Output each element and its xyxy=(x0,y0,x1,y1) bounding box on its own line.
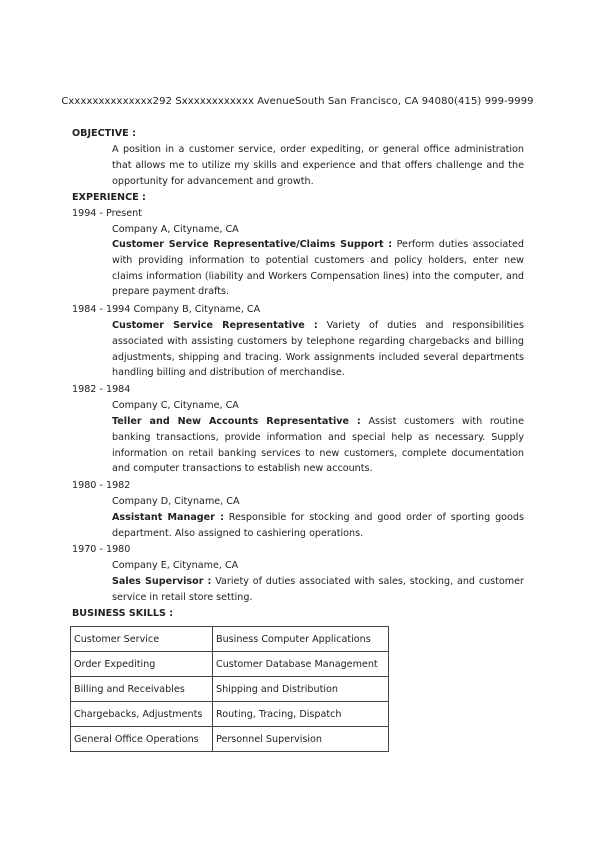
table-row xyxy=(71,727,389,752)
job-4-dates: 1980 - 1982 xyxy=(72,480,131,491)
job-1-desc: Perform duties associated with providing information to potential customers and policy holders, enter new claims information (liability and Workers Compensation lines) into the computer, and prepare payment drafts. xyxy=(112,239,524,298)
job-5-dates: 1970 - 1980 xyxy=(72,544,131,555)
table-row xyxy=(71,677,389,702)
skill-cell: Customer Database Management xyxy=(213,652,389,677)
job-2-role: Customer Service Representative : xyxy=(112,320,318,331)
job-3-description xyxy=(112,414,524,477)
job-1-dates: 1994 - Present xyxy=(72,208,142,219)
objective-heading: OBJECTIVE : xyxy=(72,128,136,139)
table-row xyxy=(71,702,389,727)
objective-text: A position in a customer service, order expediting, or general office administration that allows me to utilize my skills and experience and that offers challenge and the opportunity for advancement and growth. xyxy=(112,144,524,187)
job-4-description xyxy=(112,510,524,542)
job-1-role: Customer Service Representative/Claims Support : xyxy=(112,239,393,250)
job-4-role: Assistant Manager : xyxy=(112,512,224,523)
job-1-company: Company A, Cityname, CA xyxy=(112,224,239,235)
job-5-description xyxy=(112,574,524,606)
experience-heading: EXPERIENCE : xyxy=(72,192,146,203)
job-1-description xyxy=(112,237,524,300)
job-4-company: Company D, Cityname, CA xyxy=(112,496,240,507)
job-5-company: Company E, Cityname, CA xyxy=(112,560,239,571)
table-row xyxy=(71,652,389,677)
skill-cell: Shipping and Distribution xyxy=(213,677,389,702)
job-5-desc: Variety of duties associated with sales, stocking, and customer service in retail store setting. xyxy=(112,576,524,603)
job-5-role: Sales Supervisor : xyxy=(112,576,212,587)
job-3-desc: Assist customers with routine banking transactions, provide information and special help as necessary. Supply information on retail banking services to new customers, complete documentation and computer transactions to establish new accounts. xyxy=(112,416,524,475)
skill-cell: Business Computer Applications xyxy=(213,627,389,652)
skill-cell: General Office Operations xyxy=(71,727,213,752)
contact-line: Cxxxxxxxxxxxxxx292 Sxxxxxxxxxxxx AvenueSouth San Francisco, CA 94080(415) 999-9999 xyxy=(61,96,534,107)
skill-cell: Customer Service xyxy=(71,627,213,652)
skill-cell: Chargebacks, Adjustments xyxy=(71,702,213,727)
job-2-desc: Variety of duties and responsibilities associated with assisting customers by telephone regarding chargebacks and billing adjustments, shipping and tracing. Work assignments included several departments handling billing and distribution of merchandise. xyxy=(112,320,524,379)
job-3-dates: 1982 - 1984 xyxy=(72,384,131,395)
skill-cell: Personnel Supervision xyxy=(213,727,389,752)
job-2-description xyxy=(112,318,524,381)
skill-cell: Routing, Tracing, Dispatch xyxy=(213,702,389,727)
job-3-role: Teller and New Accounts Representative : xyxy=(112,416,361,427)
job-2-dates: 1984 - 1994 Company B, Cityname, CA xyxy=(72,304,261,315)
job-4-desc: Responsible for stocking and good order of sporting goods department. Also assigned to cashiering operations. xyxy=(112,512,524,539)
skills-heading: BUSINESS SKILLS : xyxy=(72,608,174,619)
job-3-company: Company C, Cityname, CA xyxy=(112,400,239,411)
skill-cell: Billing and Receivables xyxy=(71,677,213,702)
skills-table xyxy=(70,626,389,752)
table-row xyxy=(71,627,389,652)
skill-cell: Order Expediting xyxy=(71,652,213,677)
